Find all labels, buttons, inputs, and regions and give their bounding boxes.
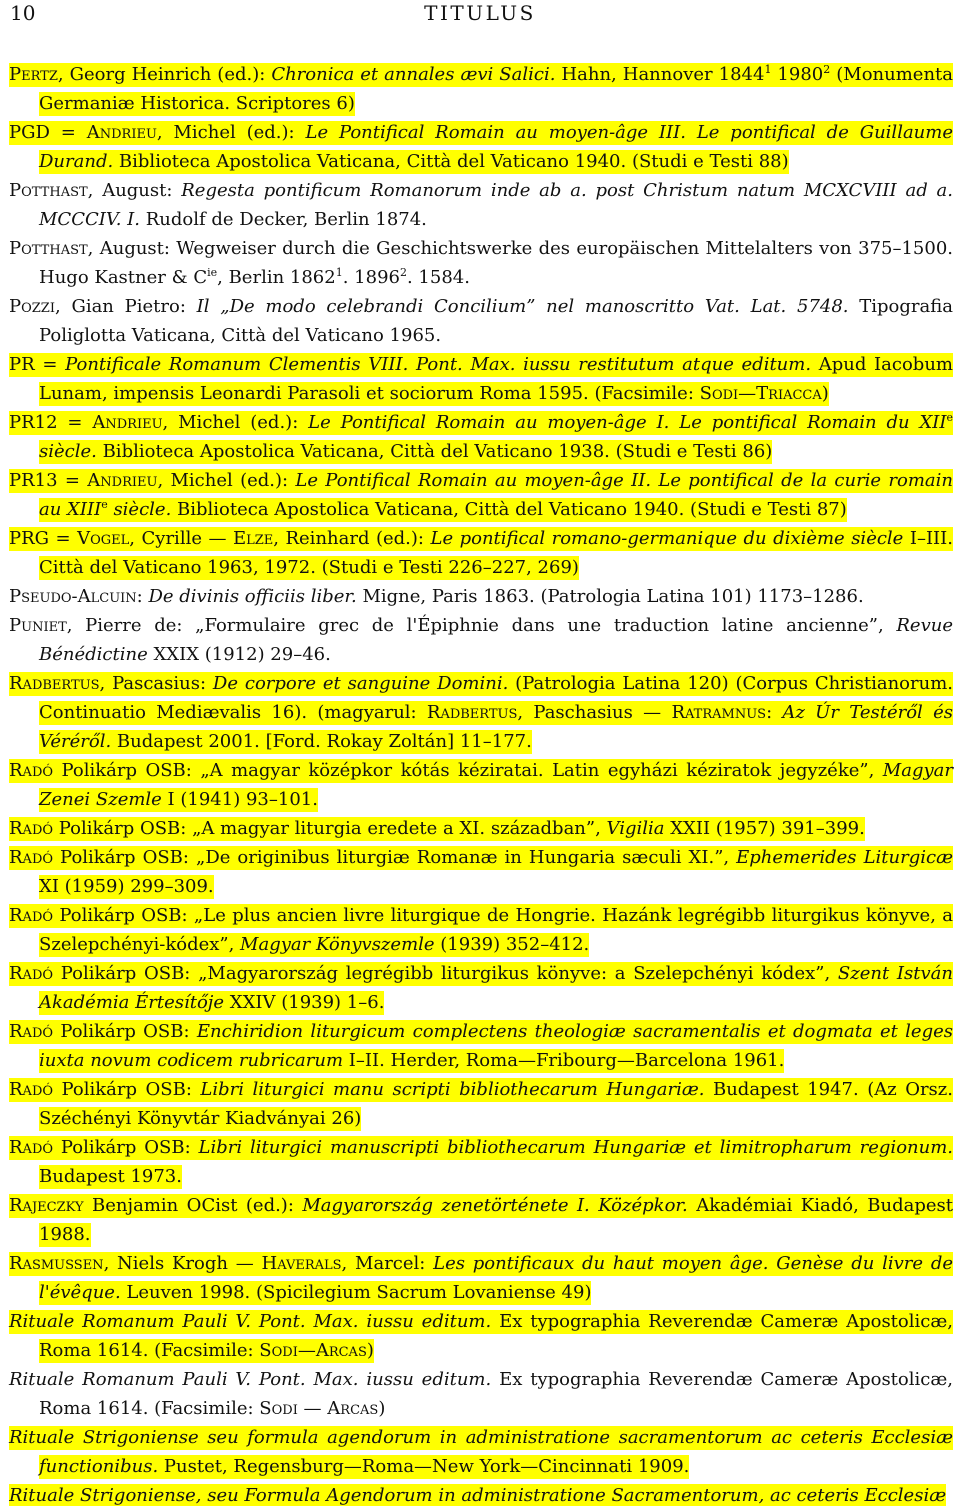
bibliography-entry	[9, 1481, 953, 1506]
entry-segment: Polikárp OSB:	[53, 1021, 197, 1042]
entry-text	[9, 904, 953, 957]
bibliography-entry	[9, 611, 953, 669]
author-name: Arcas	[315, 1340, 367, 1361]
author-name: Rajeczky	[9, 1195, 84, 1216]
work-title: Vigilia	[606, 818, 665, 839]
author-name: Arcas	[327, 1398, 379, 1419]
entry-text	[9, 962, 953, 1015]
entry-text	[9, 63, 953, 116]
author-name: Andrieu	[87, 470, 158, 491]
entry-text	[9, 1368, 953, 1421]
entry-segment: 1980	[771, 64, 824, 85]
entry-segment: Rudolf de Decker, Berlin 1874.	[140, 209, 427, 230]
bibliography-entry	[9, 1307, 953, 1365]
author-name: Elze	[232, 528, 274, 549]
bibliography-entry	[9, 234, 953, 292]
entry-text	[9, 1484, 946, 1506]
page-number: 10	[10, 1, 36, 25]
entry-segment: , Niels Krogh —	[103, 1253, 262, 1274]
entry-text	[9, 1136, 953, 1189]
author-name: Pozzi	[9, 296, 55, 317]
work-title: Magyarország zenetörténete I. Középkor.	[302, 1195, 688, 1216]
entry-text	[9, 1252, 953, 1305]
entry-text	[9, 527, 953, 580]
author-name: Rasmussen	[9, 1253, 104, 1274]
entry-segment: , August: Wegweiser durch die Geschichtswerke des europäischen Mittelalters von 375–1500. Hugo Kastner & C	[39, 238, 953, 288]
entry-text	[9, 1020, 953, 1073]
entry-segment: (1939) 352–412.	[434, 934, 590, 955]
work-title: De divinis officiis liber.	[148, 586, 357, 607]
entry-segment: Benjamin OCist (ed.):	[83, 1195, 303, 1216]
entry-segment: , Cyrille —	[129, 528, 233, 549]
entry-segment: . 1896	[342, 267, 400, 288]
bibliography-entry	[9, 292, 953, 350]
author-name: Triacca	[756, 383, 822, 404]
entry-segment: , Georg Heinrich (ed.):	[57, 64, 272, 85]
author-name: Sodi	[259, 1340, 298, 1361]
entry-segment: Ex typographia Reverendæ Cameræ Apostolicæ, Roma 1614. (Facsimile:	[39, 1311, 953, 1361]
bibliography-entry	[9, 901, 953, 959]
superscript: ie	[207, 266, 218, 279]
entry-segment: Pustet, Regensburg—Roma—New York—Cincinnati 1909.	[158, 1456, 690, 1477]
author-name: Ratramnus	[671, 702, 767, 723]
entry-segment: )	[821, 383, 829, 404]
entry-segment: Budapest 2001. [Ford. Rokay Zoltán] 11–177.	[111, 731, 532, 752]
entry-segment: . 1584.	[406, 267, 470, 288]
bibliography-entry	[9, 1365, 953, 1423]
entry-segment: Polikárp OSB:	[53, 1137, 199, 1158]
entry-text	[9, 846, 953, 899]
bibliography-entry	[9, 60, 953, 118]
work-title: Le Pontifical Romain au moyen-âge III. Le pontifical de Guillaume Durand.	[39, 122, 953, 172]
entry-segment: Tipografia Poliglotta Vaticana, Città del Vaticano 1965.	[39, 296, 953, 346]
work-title: Magyar Könyvszemle	[240, 934, 435, 955]
bibliography-entry	[9, 524, 953, 582]
entry-segment: Apud Iacobum Lunam, impensis Leonardi Parasoli et sociorum Roma 1595. (Facsimile:	[39, 354, 953, 404]
entry-segment: XXII (1957) 391–399.	[664, 818, 865, 839]
entry-segment: —	[738, 383, 757, 404]
bibliography-entry	[9, 959, 953, 1017]
entry-segment: , Berlin 1862	[217, 267, 336, 288]
entry-segment: (Monumenta Germaniæ Historica. Scriptores 6)	[39, 64, 953, 114]
entry-segment: I–II. Herder, Roma—Fribourg—Barcelona 1961.	[343, 1050, 785, 1071]
author-name: Pseudo-Alcuin	[9, 586, 137, 607]
entry-text	[9, 411, 953, 464]
work-title: Le Pontifical Romain au moyen-âge II. Le pontifical de la curie romain au XIII	[39, 470, 953, 520]
entry-segment: Polikárp OSB: „Magyarország legrégibb liturgikus könyve: a Szelepchényi kódex”,	[53, 963, 838, 984]
work-title: De corpore et sanguine Domini.	[212, 673, 509, 694]
author-name: Radó	[9, 847, 54, 868]
work-title: siècle.	[39, 441, 97, 462]
entry-text	[9, 759, 953, 812]
entry-segment: I–III. Città del Vaticano 1963, 1972. (Studi e Testi 226–227, 269)	[39, 528, 953, 578]
entry-segment: Akadémiai Kiadó, Budapest 1988.	[39, 1195, 953, 1245]
work-title: Enchiridion liturgicum complectens theologiæ sacramentalis et dogmata et leges iuxta novum codicem rubricarum	[39, 1021, 953, 1071]
entry-segment: Migne, Paris 1863. (Patrologia Latina 101) 1173–1286.	[356, 586, 864, 607]
entry-segment: I (1941) 93–101.	[161, 789, 318, 810]
entry-text	[9, 585, 864, 609]
author-name: Sodi	[699, 383, 739, 404]
entry-segment: Polikárp OSB: „Le plus ancien livre liturgique de Hongrie. Hazánk legrégibb liturgikus könyve, a Szelepchényi-kódex”,	[39, 905, 953, 955]
entry-text	[9, 295, 953, 348]
entry-text	[9, 1310, 953, 1363]
author-name: Andrieu	[92, 412, 163, 433]
entry-segment: Ex typographia Reverendæ Cameræ Apostolicæ, Roma 1614. (Facsimile:	[39, 1369, 953, 1419]
entry-segment: :	[136, 586, 149, 607]
work-title: Les pontificaux du haut moyen âge. Genèse du livre de l'évêque.	[39, 1253, 953, 1303]
entry-segment: , Michel (ed.):	[156, 122, 306, 143]
entry-text	[9, 1078, 953, 1131]
entry-segment: Biblioteca Apostolica Vaticana, Città del Vaticano 1940. (Studi e Testi 88)	[113, 151, 789, 172]
bibliography-list	[9, 60, 953, 1506]
entry-segment: Leuven 1998. (Spicilegium Sacrum Lovaniense 49)	[120, 1282, 592, 1303]
bibliography-entry	[9, 1423, 953, 1481]
bibliography-entry	[9, 1249, 953, 1307]
bibliography-entry	[9, 408, 953, 466]
entry-text	[9, 817, 865, 841]
entry-segment: , Reinhard (ed.):	[273, 528, 431, 549]
bibliography-entry	[9, 582, 953, 611]
page-header	[0, 0, 960, 28]
entry-segment: , Paschasius —	[517, 702, 672, 723]
entry-segment: , Marcel:	[341, 1253, 434, 1274]
entry-segment: PR =	[9, 354, 66, 375]
work-title: Rituale Strigoniense, seu Formula Agendorum in administratione Sacramentorum, ac ceteris Ecclesiæ	[9, 1485, 947, 1506]
author-name: Radó	[9, 818, 54, 839]
entry-text	[9, 469, 953, 522]
bibliography-entry	[9, 843, 953, 901]
entry-segment: :	[766, 702, 783, 723]
superscript: 2	[823, 63, 831, 76]
bibliography-entry	[9, 1191, 953, 1249]
entry-text	[9, 179, 953, 232]
author-name: Sodi	[259, 1398, 298, 1419]
entry-segment: Hahn, Hannover 1844	[555, 64, 765, 85]
superscript: 1	[764, 63, 772, 76]
entry-text	[9, 121, 953, 174]
author-name: Radbertus	[426, 702, 518, 723]
work-title: Ephemerides Liturgicæ	[736, 847, 953, 868]
entry-segment: Budapest 1947. (Az Orsz. Széchényi Könyvtár Kiadványai 26)	[39, 1079, 954, 1129]
bibliography-entry	[9, 756, 953, 814]
entry-segment: , Gian Pietro:	[54, 296, 197, 317]
entry-segment: Polikárp OSB:	[53, 1079, 201, 1100]
entry-segment: PR13 =	[9, 470, 88, 491]
entry-segment: (Patrologia Latina 120) (Corpus Christianorum. Continuatio Mediævalis 16). (magyarul:	[39, 673, 954, 723]
entry-segment: Polikárp OSB: „A magyar liturgia eredete a XI. században”,	[53, 818, 607, 839]
entry-text	[9, 1194, 953, 1247]
author-name: Radó	[9, 1137, 54, 1158]
work-title: Libri liturgici manuscripti bibliothecarum Hungariæ et limitropharum regionum.	[198, 1137, 954, 1158]
work-title: Libri liturgici manu scripti bibliothecarum Hungariæ.	[200, 1079, 705, 1100]
entry-segment: XXIX (1912) 29–46.	[147, 644, 331, 665]
author-name: Radbertus	[9, 673, 100, 694]
entry-segment: Polikárp OSB: „De originibus liturgiæ Romanæ in Hungaria sæculi XI.”,	[53, 847, 737, 868]
bibliography-entry	[9, 1133, 953, 1191]
work-title: Le pontifical romano-germanique du dixième siècle	[430, 528, 904, 549]
superscript: e	[946, 411, 954, 424]
bibliography-entry	[9, 669, 953, 756]
entry-segment: Biblioteca Apostolica Vaticana, Città del Vaticano 1938. (Studi e Testi 86)	[96, 441, 773, 462]
bibliography-entry	[9, 814, 953, 843]
entry-segment: , August:	[87, 180, 182, 201]
entry-segment: Polikárp OSB: „A magyar középkor kótás kéziratai. Latin egyházi kéziratok jegyzéke”,	[53, 760, 883, 781]
entry-text	[9, 672, 953, 754]
author-name: Radó	[9, 963, 54, 984]
author-name: Haverals	[261, 1253, 342, 1274]
entry-text	[9, 614, 953, 667]
work-title: Revue Bénédictine	[39, 615, 953, 665]
work-title: Regesta pontificum Romanorum inde ab a. post Christum natum MCXCVIII ad a. MCCCIV. I.	[39, 180, 953, 230]
entry-segment: PR12 =	[9, 412, 93, 433]
bibliography-entry	[9, 350, 953, 408]
superscript: e	[101, 498, 108, 511]
bibliography-entry	[9, 176, 953, 234]
work-title: Szent István Akadémia Értesítője	[39, 963, 953, 1013]
bibliography-entry	[9, 466, 953, 524]
entry-segment: PRG =	[9, 528, 78, 549]
entry-segment: XI (1959) 299–309.	[39, 876, 214, 897]
work-title: Rituale Strigoniense seu formula agendorum in administratione sacramentorum ac ceteris Ecclesiæ functionibus.	[9, 1427, 953, 1477]
author-name: Puniet	[9, 615, 67, 636]
entry-segment: —	[297, 1340, 316, 1361]
work-title: Magyar Zenei Szemle	[39, 760, 953, 810]
superscript: 2	[399, 266, 407, 279]
work-title: Rituale Romanum Pauli V. Pont. Max. iussu editum.	[9, 1311, 492, 1332]
work-title: Pontificale Romanum Clementis VIII. Pont. Max. iussu restitutum atque editum.	[65, 354, 812, 375]
entry-segment: PGD =	[9, 122, 87, 143]
work-title: siècle.	[107, 499, 172, 520]
entry-segment: , Pierre de: „Formulaire grec de l'Épiphnie dans une traduction latine ancienne”,	[66, 615, 897, 636]
entry-text	[9, 353, 953, 406]
work-title: Rituale Romanum Pauli V. Pont. Max. iussu editum.	[9, 1369, 492, 1390]
bibliography-entry	[9, 118, 953, 176]
author-name: Pertz	[9, 64, 58, 85]
entry-text	[9, 1426, 953, 1479]
entry-segment: —	[297, 1398, 328, 1419]
author-name: Radó	[9, 905, 54, 926]
work-title: Chronica et annales ævi Salici.	[271, 64, 556, 85]
entry-segment: , Michel (ed.):	[157, 470, 296, 491]
work-title: Le Pontifical Romain au moyen-âge I. Le pontifical Romain du XII	[308, 412, 947, 433]
author-name: Radó	[9, 760, 54, 781]
work-title: Az Úr Testéről és Véréről.	[39, 702, 953, 752]
author-name: Vogel	[77, 528, 130, 549]
entry-segment: Biblioteca Apostolica Vaticana, Città del Vaticano 1940. (Studi e Testi 87)	[171, 499, 847, 520]
author-name: Potthast	[9, 180, 88, 201]
bibliography-entry	[9, 1075, 953, 1133]
entry-segment: , Michel (ed.):	[162, 412, 309, 433]
author-name: Andrieu	[86, 122, 157, 143]
work-title: Il „De modo celebrandi Concilium” nel manoscritto Vat. Lat. 5748.	[196, 296, 849, 317]
entry-segment: )	[366, 1340, 374, 1361]
entry-segment: Budapest 1973.	[39, 1166, 182, 1187]
author-name: Radó	[9, 1021, 54, 1042]
entry-segment: )	[378, 1398, 386, 1419]
entry-segment: , Pascasius:	[99, 673, 213, 694]
running-title: TITULUS	[424, 1, 536, 25]
author-name: Radó	[9, 1079, 54, 1100]
superscript: 1	[335, 266, 343, 279]
entry-segment: XXIV (1939) 1–6.	[224, 992, 385, 1013]
author-name: Potthast	[9, 238, 88, 259]
entry-text	[9, 237, 953, 290]
bibliography-entry	[9, 1017, 953, 1075]
